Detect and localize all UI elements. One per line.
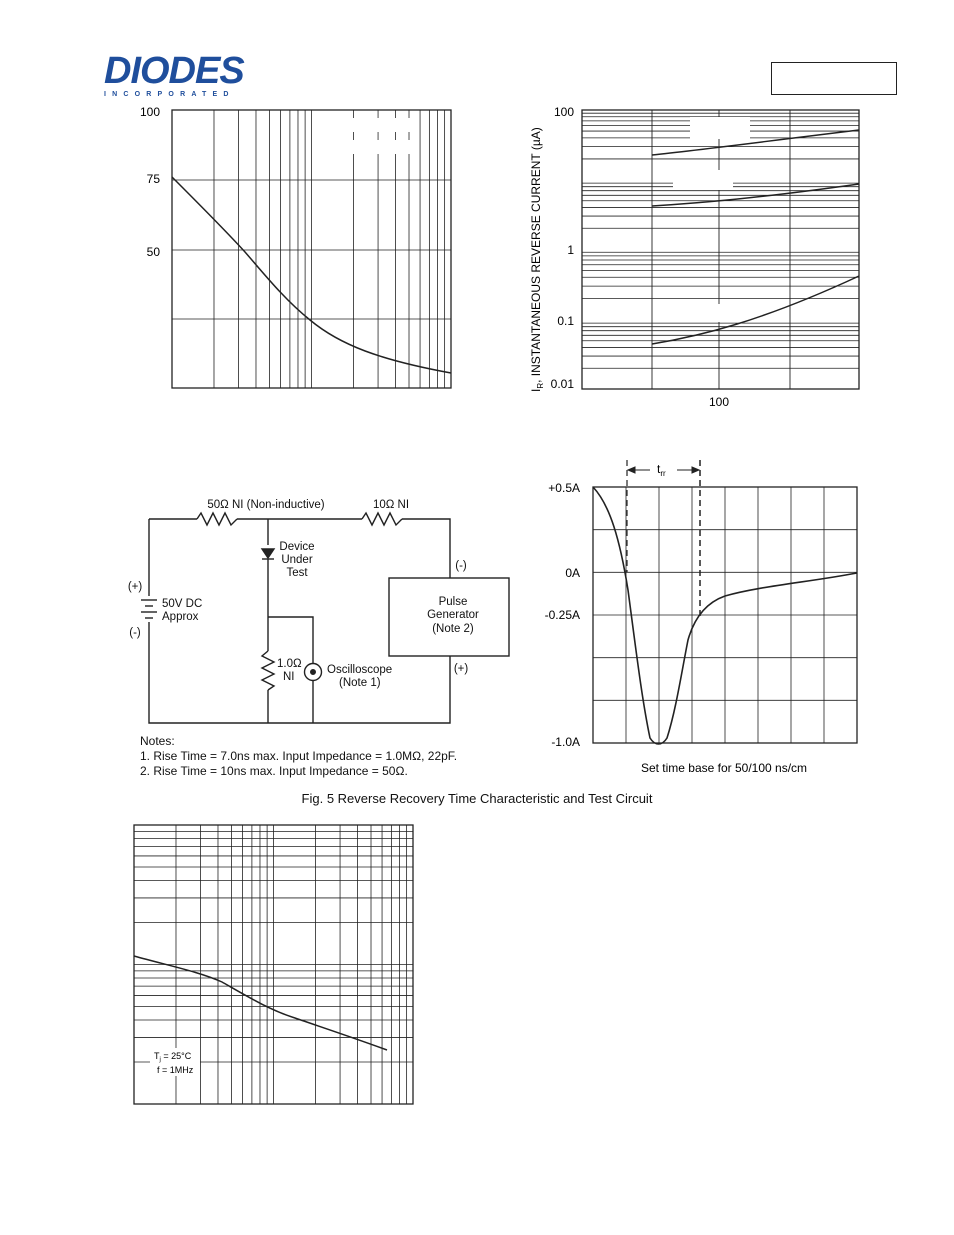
trr-arrowhead (628, 467, 635, 473)
oscilloscope-label: Oscilloscope (327, 664, 393, 676)
fig2-curve-high (652, 130, 859, 155)
oscilloscope-dot (311, 670, 316, 675)
note-1: 1. Rise Time = 7.0ns max. Input Impedance = 1.0MΩ, 22pF. (140, 749, 458, 763)
fig5-ytick: +0.5A (548, 481, 580, 495)
fig2-ytick-0.01: 0.01 (550, 377, 574, 391)
pulse-label: (Note 2) (432, 623, 474, 635)
fig2-ytick-100: 100 (553, 105, 574, 119)
pulse-plus: (+) (453, 663, 469, 675)
wire (149, 638, 450, 723)
note-2: 2. Rise Time = 10ns max. Input Impedance = 50Ω. (140, 764, 408, 778)
fig5-caption: Fig. 5 Reverse Recovery Time Characteristic and Test Circuit (301, 791, 653, 806)
dut-label: Device (279, 541, 315, 553)
r2-label: 10Ω NI (372, 499, 410, 511)
fig1-ytick-50: 50 (146, 245, 160, 259)
r3-label: 1.0Ω (277, 658, 302, 670)
fig2-xtick-100: 100 (708, 395, 730, 409)
logo-text: DIODES (104, 50, 244, 92)
source-label: Approx (162, 611, 199, 623)
pulse-minus: (-) (455, 560, 467, 572)
fig2-legend-patch (673, 170, 733, 190)
fig2-ytick-0.1: 0.1 (557, 314, 574, 328)
fig1-chart (172, 110, 451, 388)
fig5-chart (593, 460, 857, 744)
fig1-ytick-75: 75 (146, 172, 160, 186)
fig2-legend-patch (668, 304, 724, 322)
r3-label: NI (283, 671, 295, 683)
fig5-ytick: 0A (565, 566, 580, 580)
fig5-ytick: -0.25A (544, 608, 580, 622)
fig6-curve (134, 956, 387, 1050)
wire (268, 617, 313, 663)
fig6-condition-temp: $T_j = 25^\circ C$ (154, 1051, 192, 1063)
oscilloscope-label: (Note 1) (339, 677, 381, 689)
trr-arrowhead (692, 467, 699, 473)
fig6-condition-freq: f = 1MHz (157, 1065, 194, 1075)
dut-label: Under (281, 554, 313, 566)
resistor-1-ohm (262, 651, 274, 690)
fig1-legend-patch (352, 140, 418, 154)
fig6-chart (134, 825, 413, 1104)
pulse-label: Generator (427, 609, 479, 621)
dut-label: Test (286, 567, 308, 579)
r1-label: 50Ω NI (Non-inductive) (207, 499, 325, 511)
battery-minus: (-) (129, 627, 141, 639)
fig2-legend-patch (690, 117, 750, 139)
fig5-ytick: -1.0A (551, 735, 580, 749)
trr-label: $t_{rr}$ (657, 462, 666, 478)
resistor-10-ohm (362, 513, 402, 525)
fig2-chart (582, 110, 859, 389)
fig2-ytick-1: 1 (567, 243, 574, 257)
fig5-timebase: Set time base for 50/100 ns/cm (640, 761, 808, 775)
notes-title: Notes: (140, 734, 175, 748)
source-label: 50V DC (162, 598, 203, 610)
diode-symbol (262, 549, 274, 558)
pulse-label: Pulse (438, 596, 468, 608)
fig1-legend-patch (352, 118, 418, 132)
fig2-ylabel: $I_R$, INSTANTANEOUS REVERSE CURRENT (µA) (529, 127, 545, 392)
resistor-50-ohm (197, 513, 237, 525)
battery-plus: (+) (127, 581, 143, 593)
wire (402, 519, 450, 578)
logo-subtext: INCORPORATED (104, 91, 235, 98)
fig1-ytick-100: 100 (139, 105, 160, 119)
